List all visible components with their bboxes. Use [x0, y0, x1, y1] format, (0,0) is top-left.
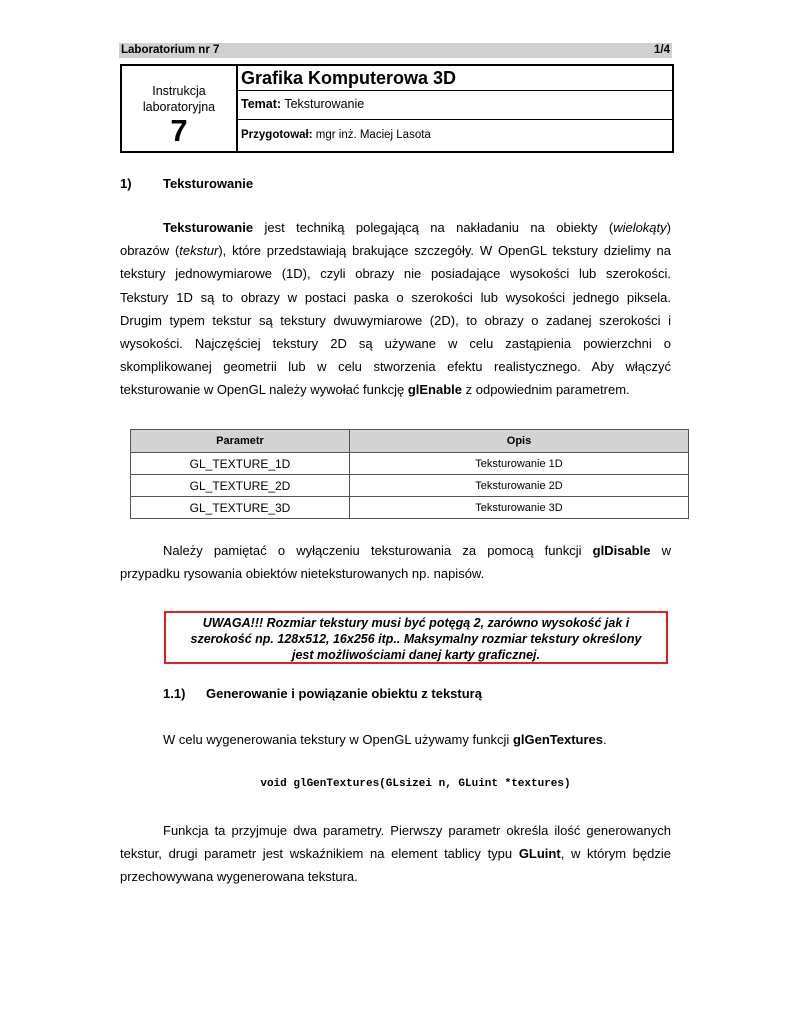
warning-line: szerokość np. 128x512, 16x256 itp.. Maksymalny rozmiar tekstury określony — [190, 632, 642, 646]
instruction-number: 7 — [170, 113, 188, 148]
author-label: Przygotował: — [241, 129, 313, 141]
table-header-row — [131, 430, 689, 453]
author-row — [238, 120, 672, 151]
title-box — [120, 64, 674, 153]
section-1-1-title: Generowanie i powiązanie obiektu z teksturą — [206, 686, 482, 701]
section-1-title: Teksturowanie — [163, 176, 254, 191]
table-cell: GL_TEXTURE_1D — [131, 453, 350, 475]
table-cell: GL_TEXTURE_3D — [131, 497, 350, 519]
code-signature: void glGenTextures(GLsizei n, GLuint *textures) — [260, 778, 571, 790]
topic-value: Teksturowanie — [284, 97, 365, 111]
table-row — [131, 475, 689, 497]
warning-line: jest możliwościami danej karty graficznej. — [291, 648, 540, 662]
author-value: mgr inż. Maciej Lasota — [315, 129, 431, 141]
instruction-cell — [122, 66, 238, 151]
warning-line: UWAGA!!! Rozmiar tekstury musi być potęgą 2, zarówno wysokość jak i — [202, 616, 630, 630]
table-row — [131, 497, 689, 519]
table-cell: GL_TEXTURE_2D — [131, 475, 350, 497]
course-title: Grafika Komputerowa 3D — [241, 68, 457, 88]
table-cell: Teksturowanie 1D — [350, 453, 689, 475]
section-1-1-number: 1.1) — [163, 686, 186, 701]
glgentextures-paragraph: W celu wygenerowania tekstury w OpenGL używamy funkcji glGenTextures. — [163, 732, 607, 747]
topic-label: Temat: — [241, 97, 282, 111]
instruction-label-2: laboratoryjna — [142, 100, 216, 114]
table-header: Parametr — [131, 430, 350, 453]
table-cell: Teksturowanie 3D — [350, 497, 689, 519]
intro-paragraph: Teksturowanie jest techniką polegającą na nakładaniu na obiekty (wielokąty) obrazów (tekstur), które przedstawiają brakujące szczegóły. W OpenGL tekstury dzielimy na tekstury jednowymiarowe (1D), czyli obrazy nie posiadające wysokości lub szerokości. Tekstury 1D są to obrazy w postaci paska o szerokości lub wysokości jednego piksela. Drugim typem tekstur są tekstury dwuwymiarowe (2D), to obrazy o zadanej szerokości i wysokości. Najczęściej tekstury 2D są używane w celu zastąpienia powierzchni o skomplikowanej geometrii lub w celu stworzenia efektu realistycznego. Aby włączyć teksturowanie w OpenGL należy wywołać funkcję glEnable z odpowiednim parametrem. — [120, 220, 671, 398]
course-title-row — [238, 66, 672, 91]
parameters-paragraph: Funkcja ta przyjmuje dwa parametry. Pierwszy parametr określa ilość generowanych tekstur, drugi parametr jest wskaźnikiem na element tablicy typu GLuint, w którym będzie przechowywana wygenerowana tekstura. — [120, 823, 671, 885]
disable-paragraph: Należy pamiętać o wyłączeniu teksturowania za pomocą funkcji glDisable w przypadku rysowania obiektów nieteksturowanych np. napisów. — [120, 543, 671, 582]
parameter-table — [130, 429, 689, 519]
page-number: 1/4 — [654, 44, 670, 56]
section-1-number: 1) — [120, 176, 132, 191]
lab-number: Laboratorium nr 7 — [121, 44, 220, 56]
table-header: Opis — [350, 430, 689, 453]
instruction-label: Instrukcja — [152, 84, 206, 98]
topic-row — [238, 91, 672, 120]
table-row — [131, 453, 689, 475]
page-header-bar — [119, 43, 672, 58]
warning-box — [164, 611, 668, 664]
table-cell: Teksturowanie 2D — [350, 475, 689, 497]
